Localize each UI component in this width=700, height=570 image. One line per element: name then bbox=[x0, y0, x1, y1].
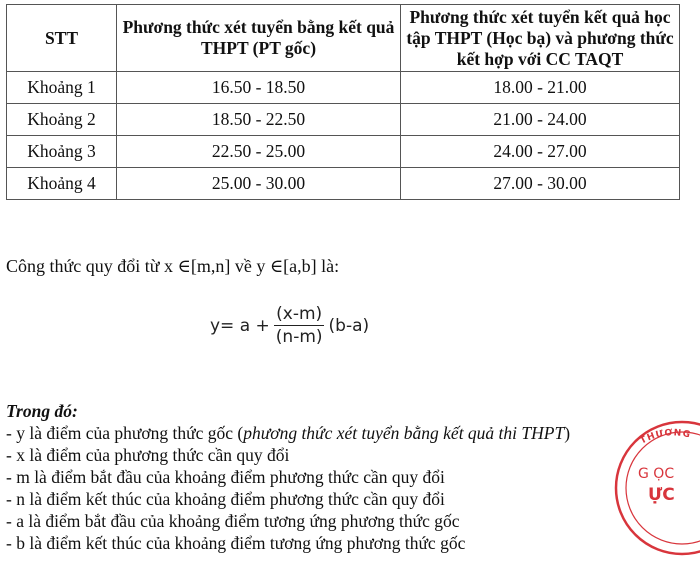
conversion-formula bbox=[210, 304, 369, 347]
table-row bbox=[7, 168, 680, 200]
table-row bbox=[7, 104, 680, 136]
formula-tail: (b-a) bbox=[328, 315, 370, 336]
notes-section bbox=[6, 400, 570, 554]
cell-stt: Khoảng 2 bbox=[7, 104, 117, 136]
note-item: - b là điểm kết thúc của khoảng điểm tương ứng phương thức gốc bbox=[6, 533, 466, 553]
table-header-row bbox=[7, 5, 680, 72]
header-pt-goc: Phương thức xét tuyển bằng kết quả THPT (PT gốc) bbox=[117, 5, 401, 72]
header-stt: STT bbox=[7, 5, 117, 72]
note-y-italic: phương thức xét tuyển bằng kết quả thi THPT bbox=[243, 423, 565, 443]
notes-title: Trong đó: bbox=[6, 401, 78, 421]
formula-denominator: (n-m) bbox=[275, 327, 323, 347]
note-item: - m là điểm bắt đầu của khoảng điểm phương thức cần quy đổi bbox=[6, 467, 445, 487]
cell-stt: Khoảng 1 bbox=[7, 72, 117, 104]
formula-intro: Công thức quy đổi từ x ∈[m,n] về y ∈[a,b] là: bbox=[6, 256, 340, 276]
note-item: - a là điểm bắt đầu của khoảng điểm tương ứng phương thức gốc bbox=[6, 511, 460, 531]
cell-hoc-ba: 21.00 - 24.00 bbox=[401, 104, 680, 136]
note-y-suffix: ) bbox=[564, 423, 571, 443]
conversion-table bbox=[6, 4, 680, 200]
table-row bbox=[7, 136, 680, 168]
formula-numerator: (x-m) bbox=[276, 304, 323, 324]
note-item: - x là điểm của phương thức cần quy đổi bbox=[6, 445, 290, 465]
cell-hoc-ba: 18.00 - 21.00 bbox=[401, 72, 680, 104]
header-hoc-ba: Phương thức xét tuyển kết quả học tập THPT (Học bạ) và phương thức kết hợp với CC TAQT bbox=[401, 5, 680, 72]
table-row bbox=[7, 72, 680, 104]
cell-pt-goc: 16.50 - 18.50 bbox=[117, 72, 401, 104]
note-y-prefix: - y là điểm của phương thức gốc ( bbox=[6, 423, 244, 443]
cell-hoc-ba: 27.00 - 30.00 bbox=[401, 168, 680, 200]
stamp-line1: G ỌC bbox=[638, 466, 675, 482]
note-item-y bbox=[6, 422, 570, 444]
stamp-line2: ỰC bbox=[648, 485, 675, 505]
cell-hoc-ba: 24.00 - 27.00 bbox=[401, 136, 680, 168]
cell-stt: Khoảng 4 bbox=[7, 168, 117, 200]
cell-pt-goc: 22.50 - 25.00 bbox=[117, 136, 401, 168]
official-stamp bbox=[612, 418, 700, 568]
cell-stt: Khoảng 3 bbox=[7, 136, 117, 168]
note-item: - n là điểm kết thúc của khoảng điểm phương thức cần quy đổi bbox=[6, 489, 445, 509]
formula-lhs: y= a + bbox=[210, 315, 270, 336]
cell-pt-goc: 18.50 - 22.50 bbox=[117, 104, 401, 136]
stamp-arc-text: THƯƠNG bbox=[638, 428, 692, 447]
cell-pt-goc: 25.00 - 30.00 bbox=[117, 168, 401, 200]
formula-fraction bbox=[274, 304, 325, 347]
